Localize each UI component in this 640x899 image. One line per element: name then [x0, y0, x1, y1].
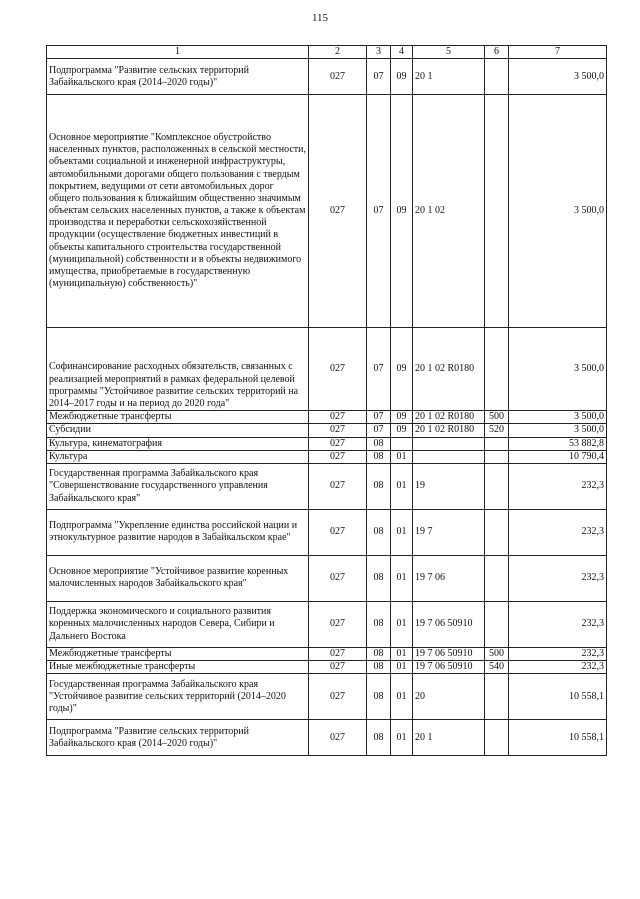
cell-ministry-code: 027 [309, 424, 367, 437]
cell-expense-type [485, 437, 509, 450]
cell-amount: 3 500,0 [509, 95, 607, 328]
cell-expense-type: 500 [485, 647, 509, 660]
cell-expense-type [485, 59, 509, 95]
row-name: Субсидии [47, 424, 309, 437]
cell-section: 08 [367, 509, 391, 555]
table-row [47, 328, 607, 411]
row-name: Культура [47, 450, 309, 463]
cell-amount: 10 790,4 [509, 450, 607, 463]
cell-ministry-code: 027 [309, 509, 367, 555]
cell-target-article: 20 [413, 674, 485, 720]
cell-target-article: 19 7 06 50910 [413, 601, 485, 647]
table-row [47, 437, 607, 450]
cell-ministry-code: 027 [309, 674, 367, 720]
cell-amount: 53 882,8 [509, 437, 607, 450]
cell-section: 08 [367, 555, 391, 601]
row-name: Межбюджетные трансферты [47, 411, 309, 424]
row-name: Межбюджетные трансферты [47, 647, 309, 660]
cell-amount: 232,3 [509, 661, 607, 674]
cell-ministry-code: 027 [309, 661, 367, 674]
cell-section: 08 [367, 661, 391, 674]
row-name: Софинансирование расходных обязательств, связанных с реализацией мероприятий в рамках федеральной целевой программы "Устойчивое развитие сельских территорий на 2014–2017 годы и на период до 2020 года" [47, 328, 309, 411]
cell-expense-type [485, 328, 509, 411]
cell-expense-type [485, 720, 509, 756]
header-cell: 7 [509, 46, 607, 59]
cell-target-article: 19 7 [413, 509, 485, 555]
row-name: Поддержка экономического и социального развития коренных малочисленных народов Севера, Сибири и Дальнего Востока [47, 601, 309, 647]
cell-amount: 232,3 [509, 509, 607, 555]
cell-target-article: 20 1 02 R0180 [413, 328, 485, 411]
cell-ministry-code: 027 [309, 463, 367, 509]
cell-target-article: 19 7 06 50910 [413, 647, 485, 660]
header-cell: 6 [485, 46, 509, 59]
cell-amount: 10 558,1 [509, 674, 607, 720]
cell-amount: 232,3 [509, 601, 607, 647]
table-row [47, 601, 607, 647]
row-name: Государственная программа Забайкальского края "Устойчивое развитие сельских территорий (2014–2020 годы)" [47, 674, 309, 720]
cell-target-article: 20 1 [413, 59, 485, 95]
cell-ministry-code: 027 [309, 59, 367, 95]
row-name: Иные межбюджетные трансферты [47, 661, 309, 674]
cell-expense-type [485, 509, 509, 555]
cell-subsection: 09 [391, 424, 413, 437]
cell-amount: 232,3 [509, 555, 607, 601]
header-cell: 1 [47, 46, 309, 59]
cell-target-article: 20 1 02 [413, 95, 485, 328]
table-row [47, 424, 607, 437]
cell-target-article: 19 7 06 [413, 555, 485, 601]
cell-expense-type: 540 [485, 661, 509, 674]
cell-amount: 232,3 [509, 463, 607, 509]
cell-expense-type [485, 95, 509, 328]
row-name: Основное мероприятие "Устойчивое развитие коренных малочисленных народов Забайкальского края" [47, 555, 309, 601]
cell-subsection: 01 [391, 463, 413, 509]
cell-ministry-code: 027 [309, 647, 367, 660]
cell-subsection: 01 [391, 674, 413, 720]
row-name: Подпрограмма "Развитие сельских территорий Забайкальского края (2014–2020 годы)" [47, 59, 309, 95]
table-row [47, 661, 607, 674]
table-row [47, 450, 607, 463]
cell-section: 07 [367, 411, 391, 424]
cell-target-article: 20 1 02 R0180 [413, 411, 485, 424]
cell-section: 08 [367, 437, 391, 450]
table-row [47, 463, 607, 509]
table-row [47, 59, 607, 95]
header-cell: 5 [413, 46, 485, 59]
cell-ministry-code: 027 [309, 450, 367, 463]
header-row [47, 46, 607, 59]
cell-ministry-code: 027 [309, 720, 367, 756]
cell-target-article: 19 [413, 463, 485, 509]
cell-target-article: 20 1 02 R0180 [413, 424, 485, 437]
cell-target-article: 20 1 [413, 720, 485, 756]
cell-section: 08 [367, 601, 391, 647]
cell-expense-type [485, 674, 509, 720]
cell-ministry-code: 027 [309, 328, 367, 411]
table-row [47, 411, 607, 424]
cell-amount: 10 558,1 [509, 720, 607, 756]
cell-section: 07 [367, 59, 391, 95]
cell-ministry-code: 027 [309, 555, 367, 601]
table-row [47, 720, 607, 756]
row-name: Подпрограмма "Укрепление единства российской нации и этнокультурное развитие народов в Забайкальском крае" [47, 509, 309, 555]
cell-subsection: 09 [391, 328, 413, 411]
cell-section: 08 [367, 450, 391, 463]
cell-section: 07 [367, 328, 391, 411]
cell-expense-type: 500 [485, 411, 509, 424]
cell-subsection: 01 [391, 647, 413, 660]
cell-ministry-code: 027 [309, 601, 367, 647]
cell-expense-type [485, 601, 509, 647]
cell-amount: 3 500,0 [509, 59, 607, 95]
row-name: Культура, кинематография [47, 437, 309, 450]
header-cell: 4 [391, 46, 413, 59]
cell-section: 08 [367, 720, 391, 756]
table-row [47, 555, 607, 601]
budget-table [46, 45, 607, 756]
header-cell: 3 [367, 46, 391, 59]
table-row [47, 674, 607, 720]
cell-amount: 3 500,0 [509, 424, 607, 437]
cell-amount: 3 500,0 [509, 328, 607, 411]
cell-section: 07 [367, 95, 391, 328]
cell-subsection: 01 [391, 720, 413, 756]
cell-expense-type [485, 450, 509, 463]
cell-section: 08 [367, 647, 391, 660]
table-row [47, 95, 607, 328]
cell-subsection [391, 437, 413, 450]
cell-section: 08 [367, 674, 391, 720]
cell-target-article [413, 450, 485, 463]
cell-target-article: 19 7 06 50910 [413, 661, 485, 674]
cell-subsection: 09 [391, 411, 413, 424]
cell-amount: 3 500,0 [509, 411, 607, 424]
cell-section: 08 [367, 463, 391, 509]
cell-subsection: 09 [391, 95, 413, 328]
cell-subsection: 01 [391, 509, 413, 555]
cell-expense-type [485, 463, 509, 509]
cell-subsection: 01 [391, 601, 413, 647]
cell-ministry-code: 027 [309, 411, 367, 424]
cell-subsection: 01 [391, 555, 413, 601]
cell-subsection: 01 [391, 661, 413, 674]
cell-target-article [413, 437, 485, 450]
table-row [47, 509, 607, 555]
cell-ministry-code: 027 [309, 437, 367, 450]
row-name: Основное мероприятие "Комплексное обустройство населенных пунктов, расположенных в сельской местности, объектами социальной и инженерной инфраструктуры, автомобильными дорогами общего пользования с твердым покрытием, ведущими от сети автомобильных дорог общего пользования к ближайшим общественно значимым объектам сельских населенных пунктов, а также к объектам производства и переработки сельскохозяйственной продукции (осуществление бюджетных инвестиций в объекты капитального строительства государственной (муниципальной) собственности и в объекты недвижимого имущества, приобретаемые в государственную (муниципальную) собственность)" [47, 95, 309, 328]
cell-subsection: 01 [391, 450, 413, 463]
header-cell: 2 [309, 46, 367, 59]
cell-ministry-code: 027 [309, 95, 367, 328]
cell-amount: 232,3 [509, 647, 607, 660]
cell-section: 07 [367, 424, 391, 437]
page-number: 115 [311, 12, 329, 24]
row-name: Подпрограмма "Развитие сельских территорий Забайкальского края (2014–2020 годы)" [47, 720, 309, 756]
table-row [47, 647, 607, 660]
cell-subsection: 09 [391, 59, 413, 95]
row-name: Государственная программа Забайкальского края "Совершенствование государственного управления Забайкальского края" [47, 463, 309, 509]
cell-expense-type: 520 [485, 424, 509, 437]
cell-expense-type [485, 555, 509, 601]
